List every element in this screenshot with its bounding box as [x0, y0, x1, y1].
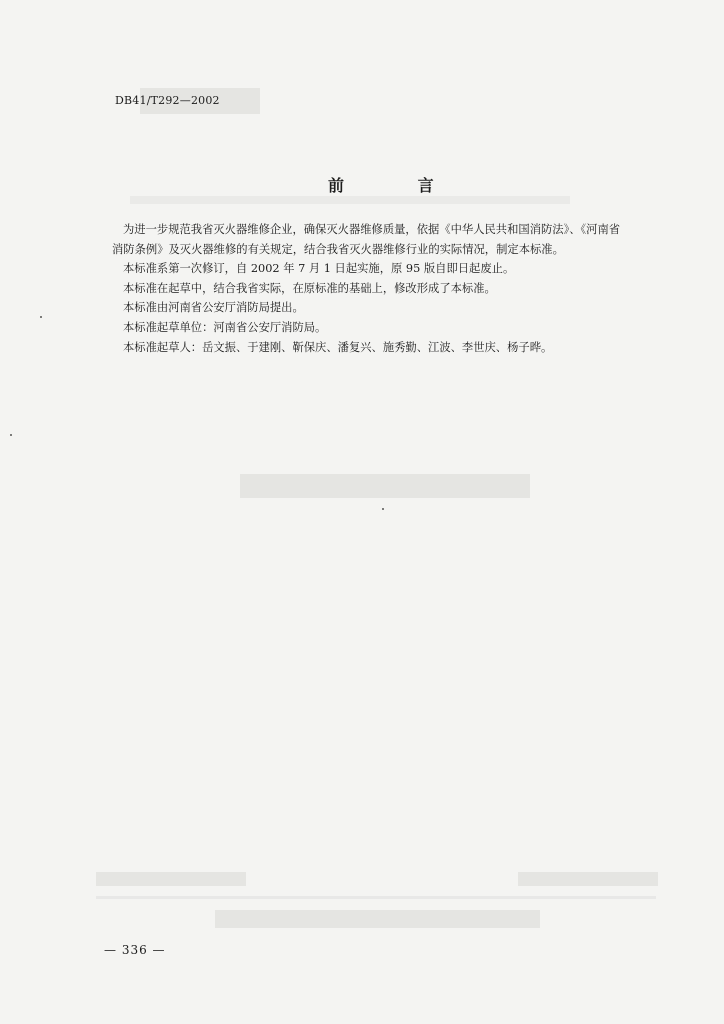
bleed-through-band	[130, 196, 570, 204]
bleed-through-footer-title	[215, 910, 540, 928]
bleed-through-footer-right	[518, 872, 658, 886]
bleed-through-footer-rule	[96, 896, 656, 899]
preface-paragraph: 本标准起草人：岳文振、于建刚、靳保庆、潘复兴、施秀勤、江波、李世庆、杨子晔。	[123, 340, 553, 354]
preface-paragraph: 本标准由河南省公安厅消防局提出。	[123, 301, 304, 315]
preface-paragraph: 本标准系第一次修订，自 2002 年 7 月 1 日起实施，原 95 版自即日起废止。	[123, 262, 515, 276]
bleed-through-title	[240, 474, 530, 498]
bleed-through-footer-left	[96, 872, 246, 886]
scan-speck	[382, 508, 384, 510]
scan-speck	[40, 316, 42, 318]
preface-paragraph: 消防条例》及灭火器维修的有关规定，结合我省灭火器维修行业的实际情况，制定本标准。	[112, 242, 564, 256]
page-number: — 336 —	[104, 943, 166, 957]
preface-paragraph: 本标准起草单位：河南省公安厅消防局。	[123, 320, 327, 334]
preface-paragraph: 为进一步规范我省灭火器维修企业，确保灭火器维修质量，依据《中华人民共和国消防法》、《河南省	[123, 223, 621, 236]
document-code: DB41/T292—2002	[115, 94, 220, 107]
preface-title: 前 言	[328, 176, 468, 195]
preface-paragraph: 本标准在起草中，结合我省实际，在原标准的基础上，修改形成了本标准。	[123, 281, 496, 295]
preface-body	[112, 220, 660, 357]
scan-speck	[10, 434, 12, 436]
